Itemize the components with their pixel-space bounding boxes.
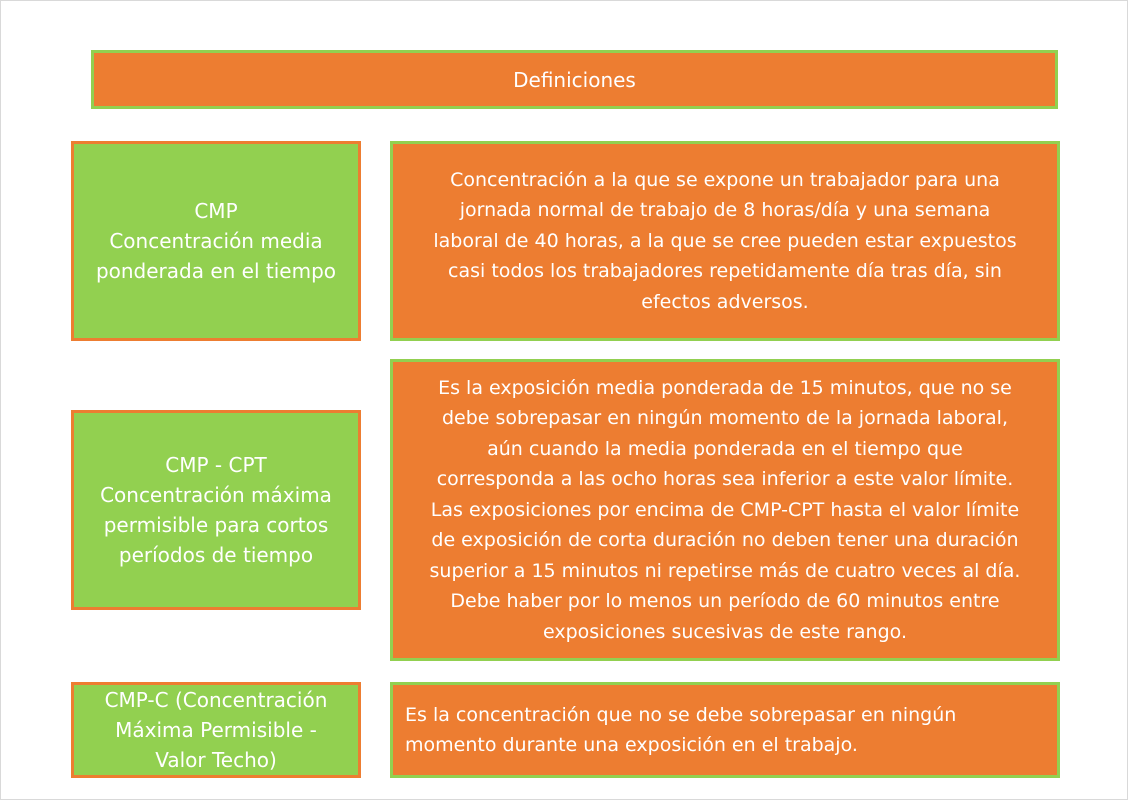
- definitions-header: [91, 50, 1058, 109]
- term-label: CMP-C (Concentración Máxima Permisible - Valor Techo): [104, 688, 328, 772]
- definition-box-cmp: [390, 141, 1060, 341]
- term-label: CMP Concentración media ponderada en el tiempo: [95, 199, 337, 283]
- definition-text: Concentración a la que se expone un trabajador para una jornada normal de trabajo de 8 horas/día y una semana laboral de 40 horas, a la que se cree pueden estar expuestos casi todos los trabajadores repetidamente día tras día, sin efectos adversos.: [433, 168, 1017, 313]
- term-box-cmp-cpt: [71, 410, 361, 610]
- definition-box-cmp-cpt: [390, 359, 1060, 661]
- term-box-cmp: [71, 141, 361, 341]
- term-box-cmp-c: [71, 682, 361, 778]
- definition-text: Es la exposición media ponderada de 15 minutos, que no se debe sobrepasar en ningún momento de la jornada laboral, aún cuando la media ponderada en el tiempo que corresponda a las ocho horas sea inferior a este valor límite. Las exposiciones por encima de CMP-CPT hasta el valor límite de exposición de corta duración no deben tener una duración superior a 15 minutos ni repetirse más de cuatro veces al día. Debe haber por lo menos un período de 60 minutos entre exposiciones sucesivas de este rango.: [429, 376, 1021, 643]
- definition-box-cmp-c: [390, 682, 1060, 778]
- definition-text: Es la concentración que no se debe sobrepasar en ningún momento durante una exposición en el trabajo.: [405, 703, 957, 756]
- header-title: Definiciones: [513, 67, 636, 92]
- term-label: CMP - CPT Concentración máxima permisible para cortos períodos de tiempo: [100, 453, 332, 567]
